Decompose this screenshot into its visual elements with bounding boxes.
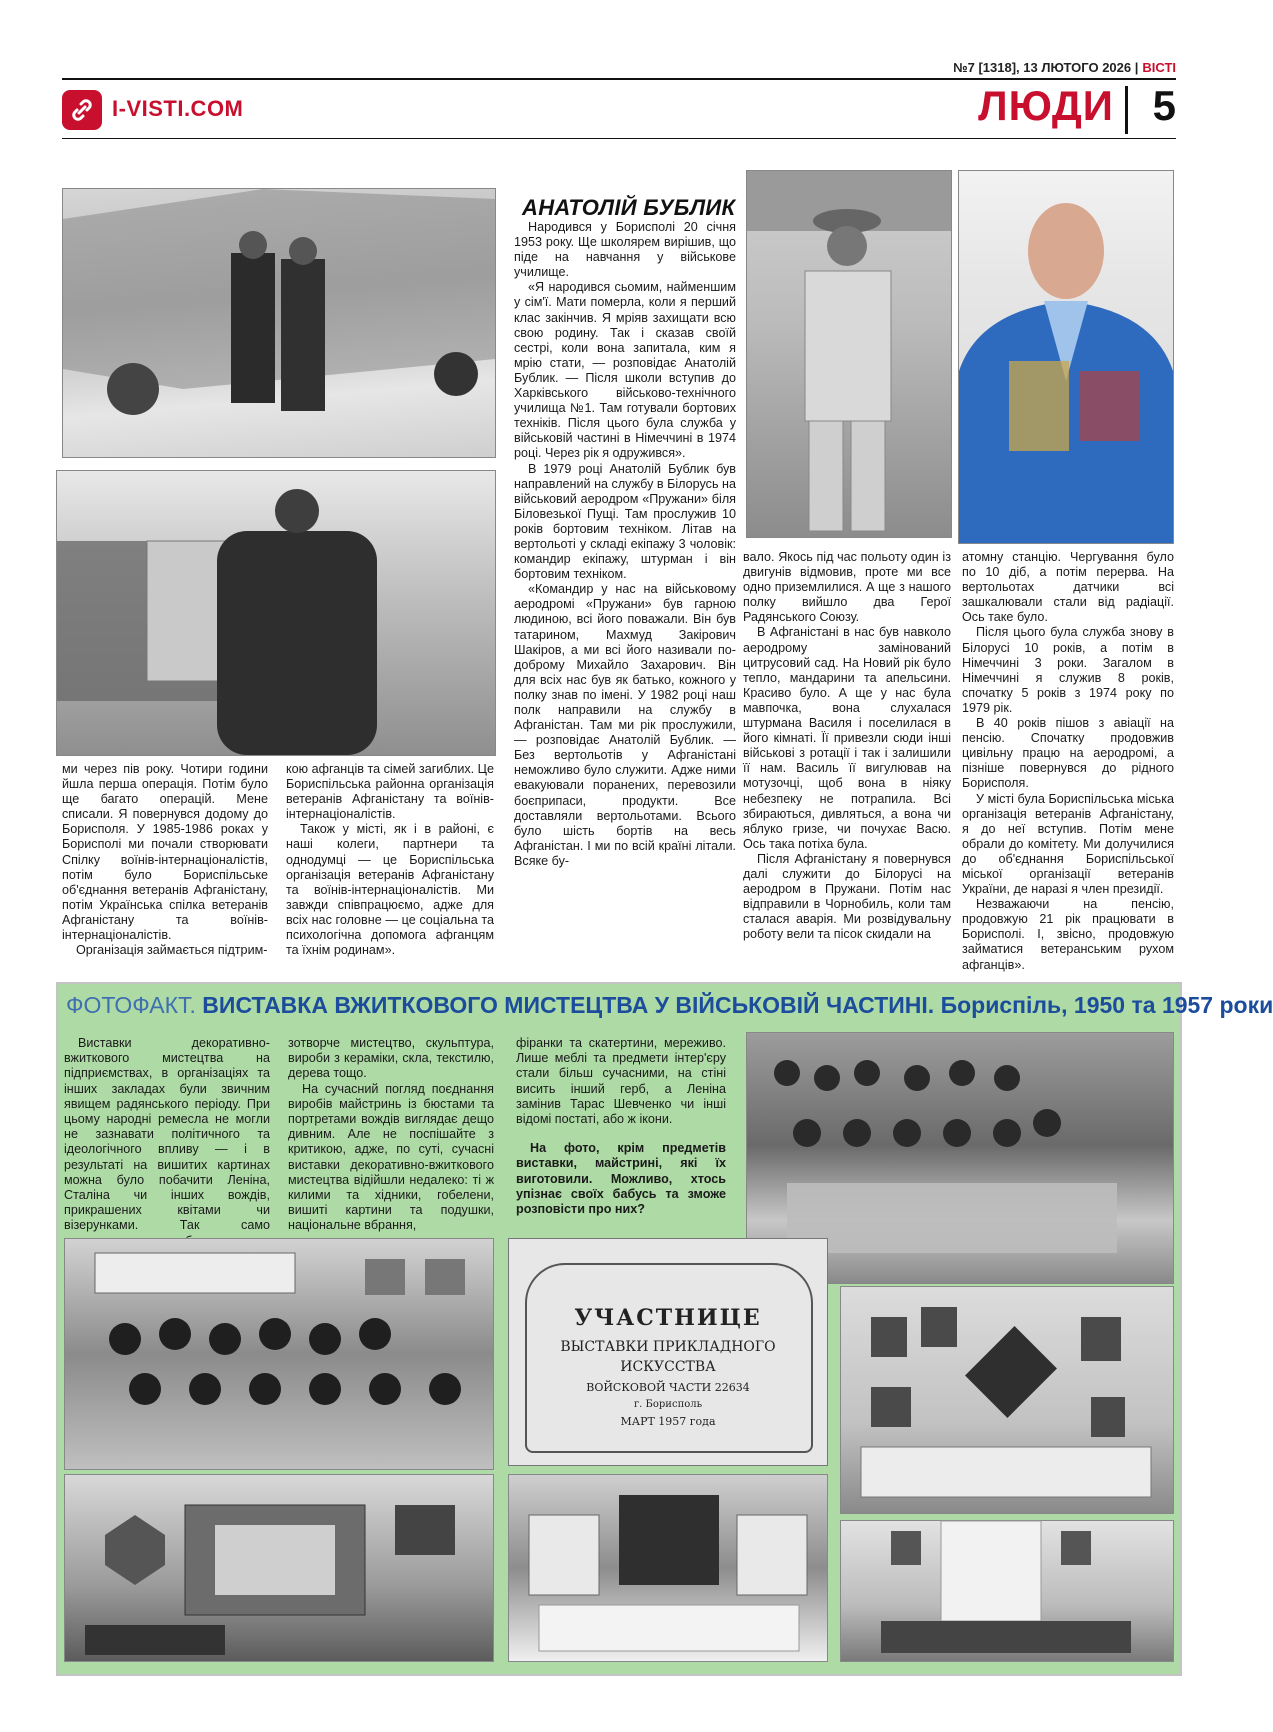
photo-officers-helicopter bbox=[62, 188, 496, 458]
paragraph: кою афганців та сімей загиблих. Це Бориспільська районна організація ветеранів Афганістану та воїнів-інтернаціоналістів. bbox=[286, 762, 494, 822]
certificate-line: ВОЙСКОВОЙ ЧАСТИ 22634 bbox=[586, 1381, 750, 1394]
paragraph: Незважаючи на пенсію, продовжую 21 рік працювати в Борисполі. І, звісно, продовжую займатися ветеранським рухом афганців». bbox=[962, 897, 1174, 972]
article-column-1 bbox=[514, 220, 736, 869]
paragraph: зотворче мистецтво, скульптура, вироби з кераміки, скла, текстилю, дерева тощо. bbox=[288, 1036, 494, 1081]
brand-name: ВІСТІ bbox=[1142, 60, 1176, 75]
photofact-column-2 bbox=[288, 1036, 494, 1234]
paragraph: У місті була Бориспільська міська організація ветеранів Афганістану, я до неї вступив. Потім мене обрали до комітету. Ми долучилися до об'єднання Бориспільської міської організації ветеранів України, де наразі я член президії. bbox=[962, 791, 1174, 897]
page-separator bbox=[1125, 86, 1128, 134]
paragraph: Після цього була служба знову в Білорусі 10 років, а потім в Німеччині 3 роки. Загалом в Німеччині я служив 8 років, спочатку 5 років з 1974 року по 1979 рік. bbox=[962, 625, 1174, 715]
paragraph: На сучасний погляд поєднання виробів майстринь із бюстами та портретами вождів виглядає дещо дивним. Але не поспішайте з критикою, адже, по суті, сучасні виставки декоративно-вжиткового мистецтва відійшли недалеко: ті ж килими та хідники, гобелени, вишиті картини та подушки, національне вбрання, bbox=[288, 1081, 494, 1233]
certificate-line: ВЫСТАВКИ ПРИКЛАДНОГО bbox=[560, 1339, 776, 1355]
article-column-3 bbox=[962, 550, 1174, 973]
paragraph: фіранки та скатертини, мереживо. Лише меблі та предмети інтер'єру стали більш сучасними, на стіні висить інший герб, а Леніна замінив Тарас Шевченко чи інші відомі постаті, або ж ікони. bbox=[516, 1036, 726, 1127]
issue-line bbox=[953, 60, 1176, 75]
article-headline: АНАТОЛІЙ БУБЛИК bbox=[522, 195, 736, 220]
link-icon-glyph bbox=[69, 97, 95, 123]
page-number: 5 bbox=[1152, 82, 1176, 129]
paragraph: В 1979 році Анатолій Бублик був направлений на службу в Білорусь на військовий аеродром «Пружани» біля Біловезької Пущі. Там прослужив 10 років бортовим технiком. Літав на вертольоті у складі екіпажу 3 чоловік: командир екіпажу, штурман і він бортовим технiком. bbox=[514, 461, 736, 582]
photo-veteran-portrait bbox=[958, 170, 1174, 544]
photo-technician-winter bbox=[56, 470, 496, 756]
certificate-line: г. Борисполь bbox=[633, 1399, 703, 1410]
paragraph: «Командир у нас на військовому аеродромі «Пружани» був гарною людиною, всі його поважали. Він був татарином, Махмуд Закірович Шакіров, а ми всі його називали по-доброму Михайло Захарович. Він для всіх нас був як батько, кожного у полку знав по імені. У 1982 році наш полк направили на службу в Афганістан. Там ми рік прослужили, — розповідає Анатолій Бублик. — Без вертольотів у Афганістані неможливо було служити. Адже ними евакуювали поранених, перевозили боєприпаси, продукти. Все доставляли вертольотами. Всього було шість бортів на весь Афганістан. І ми по всій країні літали. Всяке бу- bbox=[514, 582, 736, 868]
article-column-2 bbox=[743, 550, 951, 942]
certificate-title: УЧАСТНИЦЕ bbox=[574, 1305, 762, 1331]
paragraph: Також у місті, як і в районі, є наші колеги, партнери та однодумці — це Бориспільська організація ветеранів Афганістану та воїнів-інтернаціоналістів. Ми завжди співпрацюємо, адже для всіх нас головне — це соціальна та психологічна допомога афганцям та їхнім родинам». bbox=[286, 822, 494, 958]
paragraph: В Афганістані в нас був навколо аеродрому замінований цитрусовий сад. На Новий рік було тепло, мандарини та апельсини. Красиво було. А ще у нас була мавпочка, вона слухалася штурмана Василя і поселилася в його кімнаті. Її привезли сюди інші військові з ротації і так і залишили її нам. Василь її вигулював на мотузочці, щоб вона в ніяку небезпеку не потрапила. Всі збираються, дивляться, а вона чи яблуко гризе, чи почухає Васю. Ось така потіха була. bbox=[743, 625, 951, 851]
paragraph: атомну станцію. Чергування було по 10 діб, а потім перерва. На вертольотах датчики всі зашкалювали стали від радіації. Ось таке було. bbox=[962, 550, 1174, 625]
paragraph: В 40 років пішов з авіації на пенсію. Спочатку продовжив цивільну працю на аеродромі, а пізніше повернувся до рідного Борисполя. bbox=[962, 716, 1174, 791]
photofact-column-1 bbox=[64, 1036, 270, 1249]
paragraph: Народився у Борисполі 20 січня 1953 року. Ще школярем вирішив, що піде на навчання у військове училище. bbox=[514, 220, 736, 280]
photofact-place: Бориспіль, 1950 та 1957 роки bbox=[940, 992, 1273, 1018]
paragraph: Організація займається підтрим- bbox=[76, 943, 268, 958]
photo-caption-question: На фото, крім предметів виставки, майстрині, які їх виготовили. Можливо, хтось упізнає своїх бабусь та зможе розповісти про них? bbox=[516, 1141, 726, 1217]
paragraph: Виставки декоративно-вжиткового мистецтва на підприємствах, в організаціях та інших закладах були звичним явищем радянського періоду. При цьому народні ремесла не могли не зазнавати політичного та ідеологічного впливу — і в результаті на вишитих картинах можна було побачити Леніна, Сталіна чи інших вождів, прикрашених квітами чи візерунками. Так само bbox=[64, 1036, 270, 1233]
paragraph: вало. Якось під час польоту один із двигунів відмовив, проте ми все одно приземлилися. А ще з нашого полку вийшло два Герої Радянського Союзу. bbox=[743, 550, 951, 625]
header-rule-top bbox=[62, 78, 1176, 80]
certificate-line: ИСКУССТВА bbox=[620, 1359, 716, 1375]
photofact-title bbox=[66, 992, 1273, 1019]
certificate-line: МАРТ 1957 года bbox=[620, 1415, 716, 1428]
photo-young-soldier bbox=[746, 170, 952, 538]
photo-exhibition-wall bbox=[840, 1286, 1174, 1514]
photofact-kicker: ФОТОФАКТ. bbox=[66, 992, 196, 1018]
paragraph: Після Афганістану я повернувся далі служити до Білорусі на аеродром в Пружани. Потім нас відправили в Чорнобиль, коли там сталася аварія. Ми розвідувальну роботу вели та пісок скидали на bbox=[743, 851, 951, 942]
photofact-column-3 bbox=[516, 1036, 726, 1217]
photo-carpet-display bbox=[64, 1474, 494, 1662]
article-column-b bbox=[286, 762, 494, 958]
paragraph: ми через пів року. Чотири години йшла перша операція. Потім було ще багато операцій. Мене списали. Я повернувся додому до Борисполя. У 1985-1986 роках у Борисполі ми почали створювати Спілку воїнів-інтернаціоналістів, потім було Бориспільське об'єднання ветеранів Афганістану, потім Українська спілка ветеранів Афганістану та воїнів-інтернаціоналістів. bbox=[62, 762, 268, 943]
article-column-a bbox=[62, 762, 268, 958]
header-rule-bottom bbox=[62, 138, 1176, 139]
photo-women-embroidery bbox=[64, 1238, 494, 1470]
issue-info: №7 [1318], 13 ЛЮТОГО 2026 | bbox=[953, 60, 1139, 75]
photo-lace-display bbox=[508, 1474, 828, 1662]
paragraph: «Я народився сьомим, найменшим у сім'ї. Мати померла, коли я перший клас закінчив. Я мріяв захищати всю свою родину. Так і сказав своїй сестрі, коли вона запитала, ким я мрію стати, — розповідає Анатолій Бублик. — Після школи вступив до Харківського військово-технічного училища №1. Там готували бортових техніків. Після цього була служба у військовій частині в Німеччині в 1974 році. Через рік я одружився». bbox=[514, 280, 736, 461]
photofact-headline: ВИСТАВКА ВЖИТКОВОГО МИСТЕЦТВА У ВІЙСЬКОВІЙ ЧАСТИНІ. bbox=[202, 992, 935, 1018]
certificate-photo bbox=[508, 1238, 828, 1466]
link-icon[interactable] bbox=[62, 90, 102, 130]
section-title: ЛЮДИ bbox=[978, 82, 1114, 129]
photo-portraits-room bbox=[840, 1520, 1174, 1662]
site-link[interactable]: I-VISTI.COM bbox=[112, 96, 244, 121]
